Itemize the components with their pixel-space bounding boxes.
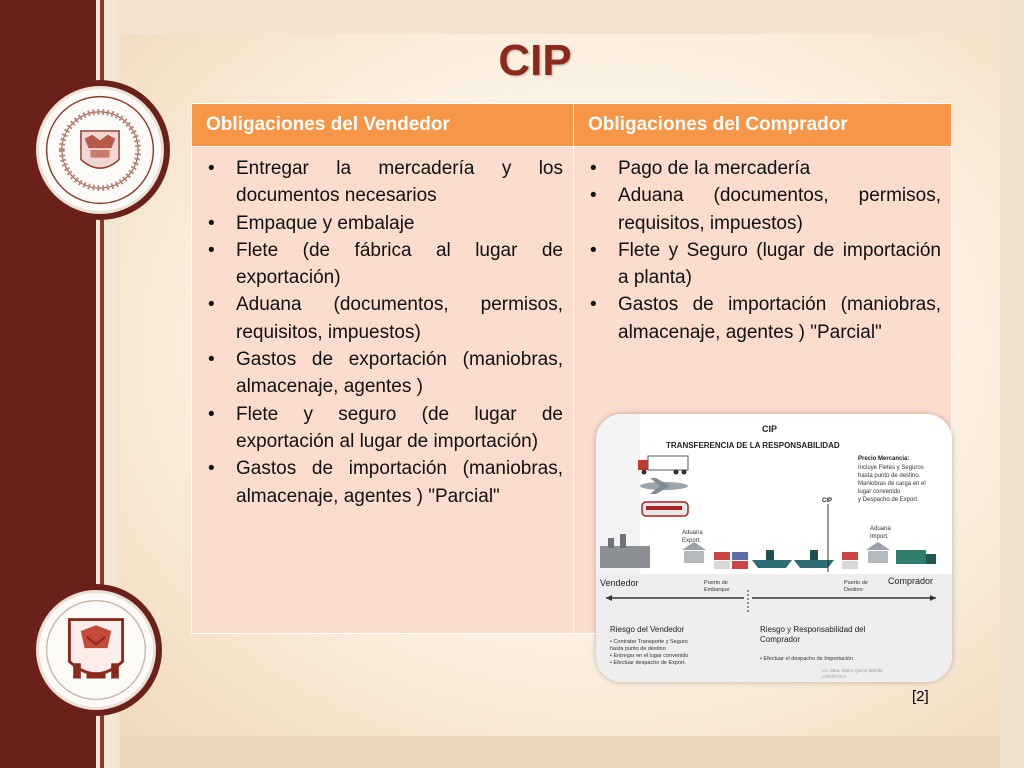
cip-marker: CIP <box>822 498 833 504</box>
diagram-credit-2: LOGÍSTICA <box>822 674 847 679</box>
seller-header: Obligaciones del Vendedor <box>192 104 574 147</box>
port-embark-label: Puerto de <box>704 580 728 586</box>
diagram-credit: Lic. Mtra. Mario Quiroz Mérida <box>822 668 883 673</box>
seller-cell <box>192 147 574 634</box>
price-line: Maniobras de carga en el <box>858 481 926 487</box>
seller-risk-line: • Contratar Transporte y Seguro <box>610 639 688 645</box>
icea-seal-logo <box>36 590 156 710</box>
train-icon <box>642 502 688 516</box>
buyer-list <box>586 155 941 346</box>
list-item: • Gastos de importación (maniobras, almacenaje, agentes ) "Parcial" <box>586 291 941 346</box>
aduana-import-label: Aduana <box>870 526 891 532</box>
seller-risk-line: • Efectuar despacho de Export. <box>610 660 686 666</box>
seller-risk-title: Riesgo del Vendedor <box>610 625 685 634</box>
aduana-import-label-2: Import. <box>870 534 889 540</box>
panel-bottom-edge <box>120 736 1000 768</box>
seller-risk-line: hasta punto de destino <box>610 646 666 652</box>
price-line: Incluye Fletes y Seguros <box>858 465 924 471</box>
price-line: y Despacho de Export. <box>858 497 919 503</box>
university-seal-logo <box>36 86 164 214</box>
seller-risk-line: • Entregar en el lugar convenido <box>610 653 689 659</box>
right-edge <box>1000 0 1024 768</box>
price-line: lugar convenido <box>858 489 901 495</box>
list-item: • Aduana (documentos, permisos, requisitos, impuestos) <box>204 291 563 346</box>
list-item: • Aduana (documentos, permisos, requisitos, impuestos) <box>586 182 941 237</box>
list-item: • Flete y seguro (de lugar de exportación al lugar de importación) <box>204 401 563 456</box>
seller-list <box>204 155 563 510</box>
aduana-export-label: Aduana <box>682 530 703 536</box>
diagram-subtitle: TRANSFERENCIA DE LA RESPONSABILIDAD <box>666 441 840 450</box>
cip-diagram-image <box>596 414 952 682</box>
list-item: • Empaque y embalaje <box>204 210 563 237</box>
list-item: • Entregar la mercadería y los documentos necesarios <box>204 155 563 210</box>
list-item: • Flete y Seguro (lugar de importación a planta) <box>586 237 941 292</box>
reference-label: [2] <box>912 688 929 705</box>
list-item: • Gastos de importación (maniobras, almacenaje, agentes ) "Parcial" <box>204 455 563 510</box>
diagram-title: CIP <box>762 424 778 434</box>
buyer-risk-line: • Efectuar el despacho de Importación <box>760 656 854 662</box>
list-item: • Gastos de exportación (maniobras, almacenaje, agentes ) <box>204 346 563 401</box>
aduana-export-label-2: Export. <box>682 538 702 544</box>
buyer-label: Comprador <box>888 576 934 586</box>
port-dest-label-2: Destino <box>844 587 863 593</box>
buyer-risk-title: Riesgo y Responsabilidad del <box>760 625 866 634</box>
buyer-header: Obligaciones del Comprador <box>574 104 952 147</box>
list-item: • Flete (de fábrica al lugar de exportación) <box>204 237 563 292</box>
seller-label: Vendedor <box>600 578 639 588</box>
port-embark-label-2: Embarque <box>704 587 730 593</box>
price-line: hasta punto de destino. <box>858 473 921 479</box>
slide-title: CIP <box>498 36 572 85</box>
port-dest-label: Puerto de <box>844 580 868 586</box>
table-header-row <box>192 104 952 147</box>
price-label: Precio Mercancía: <box>858 456 910 462</box>
list-item: • Pago de la mercadería <box>586 155 941 182</box>
buyer-risk-title-2: Comprador <box>760 635 801 644</box>
